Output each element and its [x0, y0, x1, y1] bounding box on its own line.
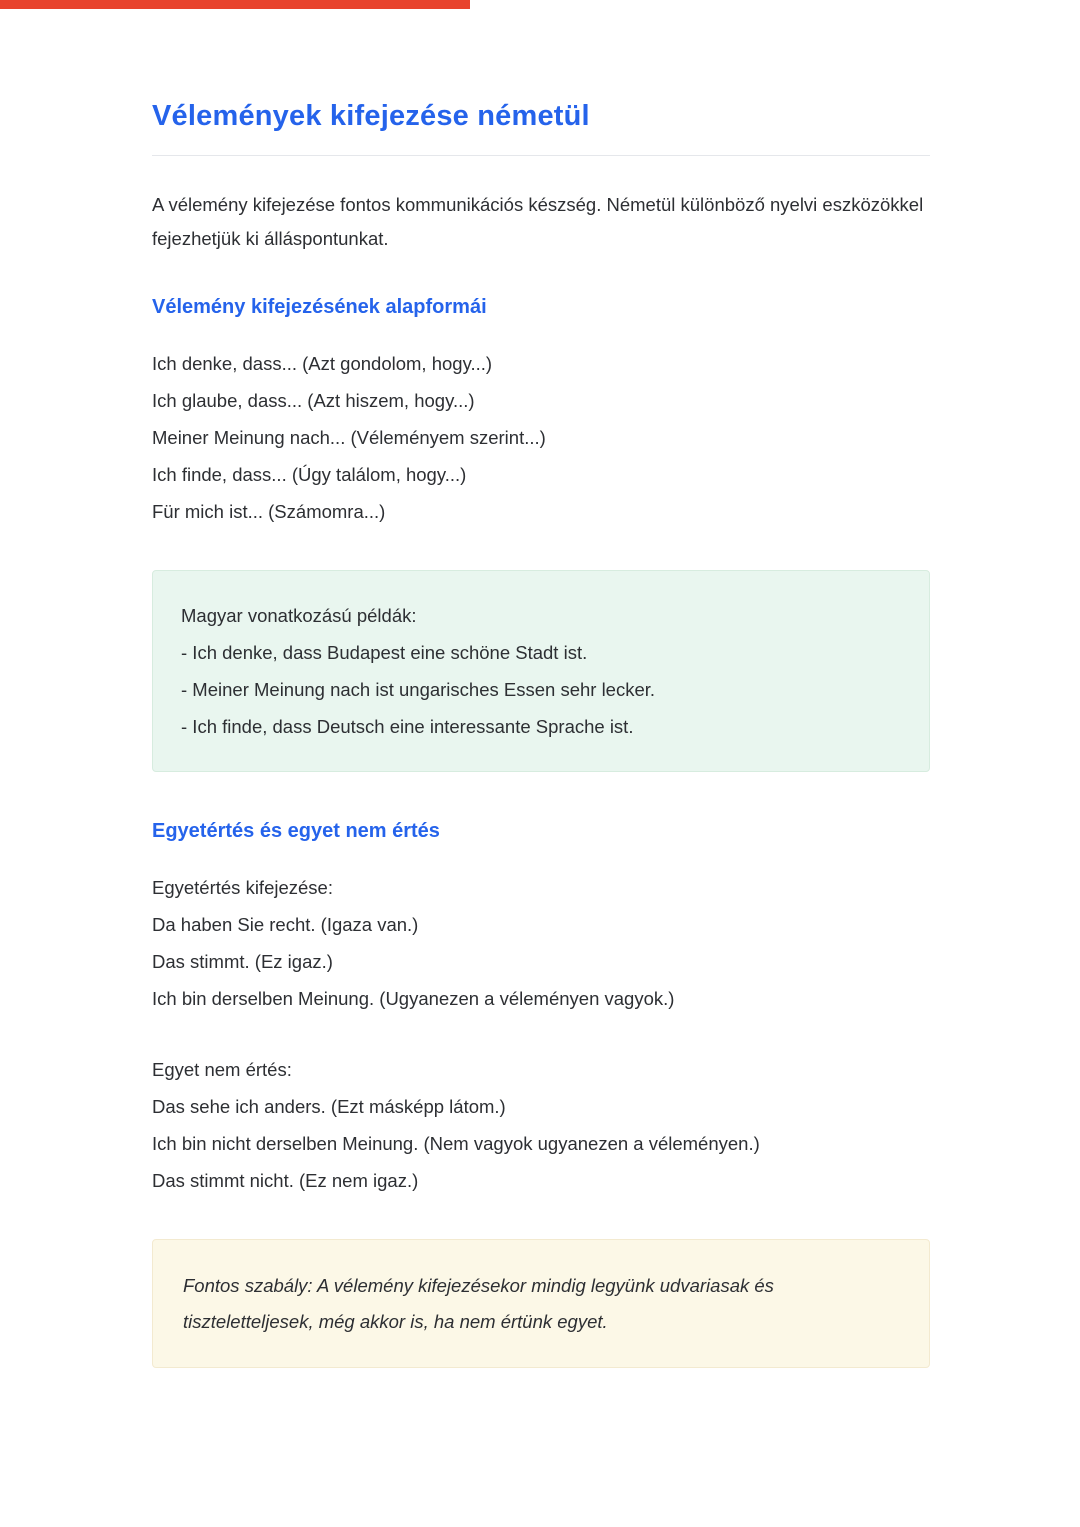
section-heading-basics: Vélemény kifejezésének alapformái: [152, 296, 487, 319]
example-item: - Ich denke, dass Budapest eine schöne Stadt ist.: [181, 642, 588, 664]
hungarian-examples-box: [152, 570, 930, 772]
agreement-label: Egyetértés kifejezése:: [152, 877, 333, 899]
list-item: Das stimmt. (Ez igaz.): [152, 951, 333, 973]
example-item: - Meiner Meinung nach ist ungarisches Essen sehr lecker.: [181, 679, 656, 701]
list-item: Für mich ist... (Számomra...): [152, 501, 386, 523]
list-item: Da haben Sie recht. (Igaza van.): [152, 914, 419, 936]
list-item: Ich finde, dass... (Úgy találom, hogy...): [152, 464, 467, 486]
list-item: Das stimmt nicht. (Ez nem igaz.): [152, 1170, 419, 1192]
intro-paragraph: A vélemény kifejezése fontos kommunikációs készség. Németül különböző nyelvi eszközökkel fejezhetjük ki álláspontunkat.: [152, 194, 924, 250]
example-item: - Ich finde, dass Deutsch eine interessante Sprache ist.: [181, 716, 634, 738]
list-item: Das sehe ich anders. (Ezt másképp látom.): [152, 1096, 506, 1118]
list-item: Ich glaube, dass... (Azt hiszem, hogy...): [152, 390, 475, 412]
top-accent-bar: [0, 0, 470, 9]
list-item: Ich denke, dass... (Azt gondolom, hogy...): [152, 353, 493, 375]
agreement-list: [152, 869, 930, 1017]
example-box-title: Magyar vonatkozású példák:: [181, 605, 417, 627]
important-rule-box: [152, 1239, 930, 1367]
list-item: Ich bin derselben Meinung. (Ugyanezen a véleményen vagyok.): [152, 988, 675, 1010]
section-heading-agreement: Egyetértés és egyet nem értés: [152, 820, 440, 843]
page-title: Vélemények kifejezése németül: [152, 100, 590, 132]
important-rule-text: Fontos szabály: A vélemény kifejezésekor mindig legyünk udvariasak és tiszteletteljesek, még akkor is, ha nem értünk egyet.: [183, 1275, 774, 1332]
disagreement-label: Egyet nem értés:: [152, 1059, 292, 1081]
document-content: [152, 100, 930, 1368]
title-divider: [152, 155, 930, 156]
list-item: Ich bin nicht derselben Meinung. (Nem vagyok ugyanezen a véleményen.): [152, 1133, 760, 1155]
disagreement-list: [152, 1051, 930, 1199]
basic-forms-list: [152, 345, 930, 530]
list-item: Meiner Meinung nach... (Véleményem szerint...): [152, 427, 546, 449]
